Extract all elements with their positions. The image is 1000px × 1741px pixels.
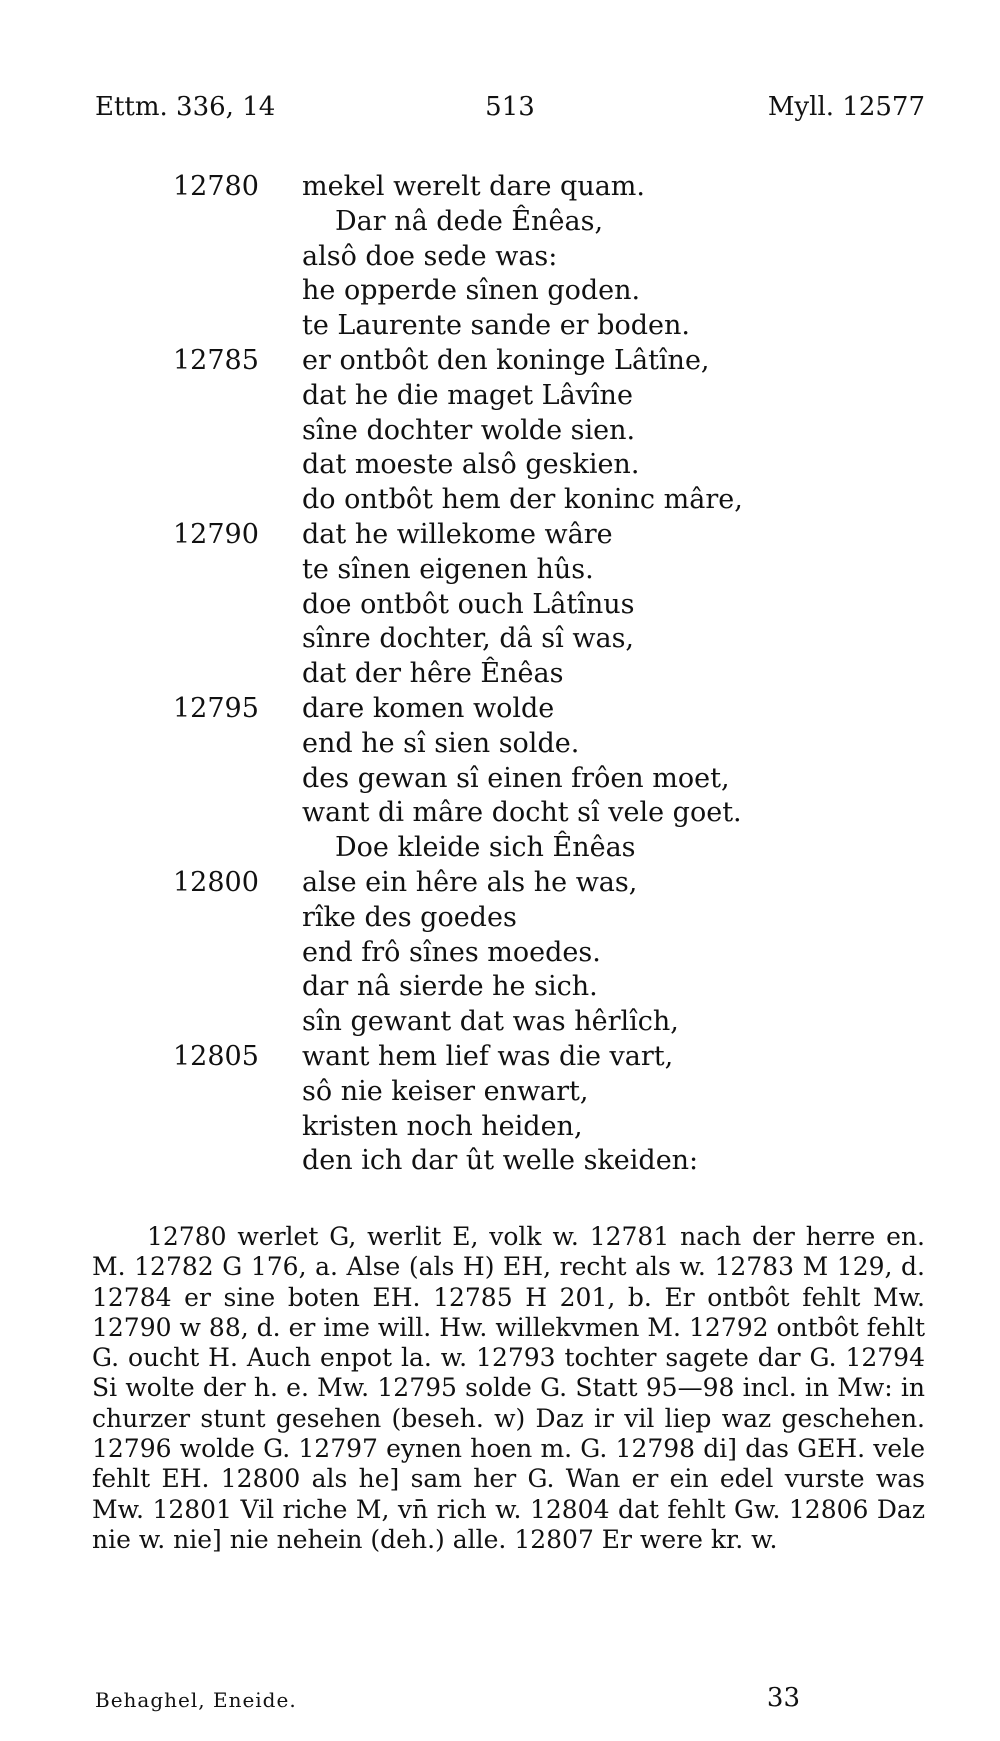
verse-line [0, 1075, 1000, 1110]
apparatus-paragraph [92, 1222, 925, 1555]
verse-text: end frô sînes moedes. [302, 936, 601, 968]
line-number: 12800 [173, 866, 259, 898]
verse-line [0, 483, 1000, 518]
verse-line [0, 762, 1000, 797]
verse-line [0, 831, 1000, 866]
verse-line [0, 1040, 1000, 1075]
line-number: 12805 [173, 1040, 259, 1072]
apparatus-note: 12793 tochter sagete dar G. [476, 1343, 837, 1373]
verse-text: want hem lief was die vart, [302, 1040, 674, 1072]
header-left-reference: Ettm. 336, 14 [95, 92, 276, 122]
verse-line [0, 936, 1000, 971]
verse-line [0, 1005, 1000, 1040]
footer-signature: Behaghel, Eneide. [95, 1688, 297, 1712]
verse-text: te Laurente sande er boden. [302, 310, 690, 342]
line-number: 12795 [173, 692, 259, 724]
verse-text: sîne dochter wolde sien. [302, 414, 636, 446]
verse-line [0, 622, 1000, 657]
verse-line [0, 344, 1000, 379]
verse-line [0, 901, 1000, 936]
verse-text: er ontbôt den koninge Lâtîne, [302, 344, 710, 376]
apparatus-note: 12792 ontbôt fehlt G. oucht H. Auch enpot la. w. [92, 1312, 925, 1373]
verse-text: dare komen wolde [302, 692, 555, 724]
apparatus-note: 12795 solde G. Statt 95—98 incl. in Mw: in churzer stunt gesehen (beseh. w) Daz ir vil liep waz geschehen. [92, 1373, 925, 1433]
verse-text: dat der hêre Ênêas [302, 658, 564, 690]
verse-line [0, 692, 1000, 727]
verse-line [0, 379, 1000, 414]
verse-text: want di mâre docht sî vele goet. [302, 797, 742, 829]
verse-text: mekel werelt dare quam. [302, 171, 645, 202]
verse-line [0, 657, 1000, 692]
verse-line [0, 518, 1000, 553]
verse-text: dat he willekome wâre [302, 518, 613, 550]
verse-line [0, 274, 1000, 309]
verse-text: sô nie keiser enwart, [302, 1075, 589, 1107]
apparatus-note: 12800 als he] sam her G. Wan er ein edel vurste was Mw. [92, 1464, 925, 1524]
sheet-number: 33 [766, 1683, 800, 1713]
verse-line [0, 796, 1000, 831]
verse-text: dat he die maget Lâvîne [302, 379, 633, 411]
verse-block [0, 170, 1000, 1179]
verse-line [0, 309, 1000, 344]
apparatus-note: 12780 werlet G, werlit E, volk w. [147, 1222, 579, 1251]
apparatus-note: 12783 M 129, d. [714, 1252, 926, 1282]
running-header [95, 92, 925, 132]
line-number: 12790 [173, 518, 259, 550]
verse-line [0, 727, 1000, 762]
verse-text: kristen noch heiden, [302, 1110, 583, 1142]
apparatus-note: 12785 H 201, b. Er ontbôt fehlt Mw. [433, 1282, 925, 1312]
apparatus-note: 12782 G 176, a. Alse (als H) EH, recht als w. [134, 1252, 706, 1282]
verse-line [0, 588, 1000, 623]
verse-text: dat moeste alsô geskien. [302, 449, 640, 481]
verse-text: he opperde sînen goden. [302, 275, 641, 307]
verse-text: den ich dar ût welle skeiden: [302, 1145, 699, 1177]
verse-line [0, 240, 1000, 275]
line-number: 12780 [173, 171, 259, 202]
verse-text: do ontbôt hem der koninc mâre, [302, 484, 743, 516]
verse-text: dar nâ sierde he sich. [302, 971, 598, 1003]
verse-text: Doe kleide sich Ênêas [335, 832, 636, 864]
verse-line [0, 553, 1000, 588]
critical-apparatus [92, 1222, 925, 1555]
apparatus-note: 12790 w 88, d. er ime will. Hw. willekvmen M. [92, 1312, 681, 1342]
header-right-reference: Myll. 12577 [767, 92, 925, 122]
verse-line [0, 448, 1000, 483]
verse-line [0, 170, 1000, 205]
apparatus-note: 12784 er sine boten EH. [92, 1282, 421, 1312]
verse-line [0, 866, 1000, 901]
verse-text: rîke des goedes [302, 901, 517, 933]
verse-line [0, 205, 1000, 240]
verse-text: sîn gewant dat was hêrlîch, [302, 1006, 679, 1038]
verse-text: alsô doe sede was: [302, 240, 558, 272]
verse-line [0, 414, 1000, 449]
verse-line [0, 970, 1000, 1005]
page-footer [95, 1683, 925, 1717]
page-number: 513 [485, 92, 535, 122]
apparatus-note: 12807 Er were kr. w. [514, 1524, 778, 1554]
apparatus-note: 12798 di] das GEH. vele fehlt EH. [92, 1434, 926, 1494]
verse-text: Dar nâ dede Ênêas, [335, 205, 604, 237]
apparatus-note: 12804 dat fehlt Gw. [529, 1494, 781, 1524]
verse-line [0, 1110, 1000, 1145]
apparatus-note: 12801 Vil riche M, vn̄ rich w. [152, 1494, 522, 1524]
verse-text: des gewan sî einen frôen moet, [302, 762, 730, 794]
apparatus-note: 12781 nach der herre en. M. [92, 1222, 925, 1282]
verse-text: doe ontbôt ouch Lâtînus [302, 588, 635, 620]
line-number: 12785 [173, 344, 259, 376]
apparatus-note: 12794 Si wolte der h. e. Mw. [92, 1343, 925, 1403]
apparatus-note: 12796 wolde G. [92, 1434, 291, 1464]
verse-text: te sînen eigenen hûs. [302, 553, 594, 585]
verse-text: end he sî sien solde. [302, 727, 580, 759]
verse-text: sînre dochter, dâ sî was, [302, 623, 635, 655]
apparatus-note: 12797 eynen hoen m. G. [298, 1434, 608, 1464]
verse-text: alse ein hêre als he was, [302, 866, 638, 898]
verse-line [0, 1144, 1000, 1179]
apparatus-note: 12806 Daz nie w. nie] nie nehein (deh.) alle. [92, 1494, 926, 1554]
